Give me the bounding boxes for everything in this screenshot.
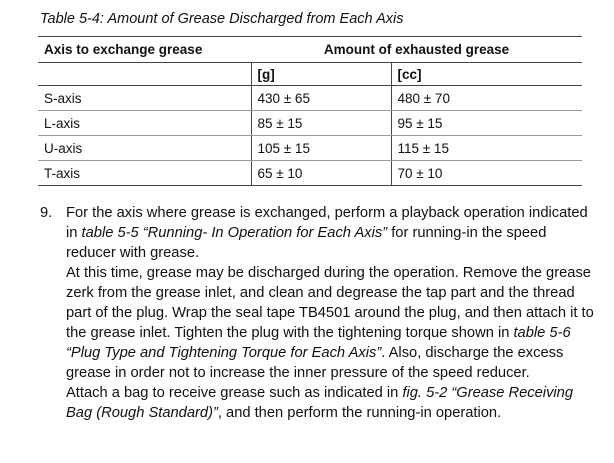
header-unit-cc: [cc] xyxy=(391,63,582,86)
cc-cell: 115 ± 15 xyxy=(391,136,582,161)
step-number: 9. xyxy=(40,205,53,221)
grams-cell: 105 ± 15 xyxy=(251,136,391,161)
grams-cell: 85 ± 15 xyxy=(251,111,391,136)
cc-cell: 480 ± 70 xyxy=(391,86,582,111)
step-text-part: . Also, discharge the excess grease in order not to increase the inner pressure of the speed reducer. xyxy=(66,345,564,381)
figure-reference-link[interactable]: fig. 5-2 “Grease Receiving Bag (Rough Standard)” xyxy=(66,385,574,421)
step-text-part: for running-in the speed reducer with grease. xyxy=(66,225,547,261)
axis-cell: S-axis xyxy=(38,86,251,111)
step-text-part: Attach a bag to receive grease such as indicated in xyxy=(66,385,399,401)
header-axis: Axis to exchange grease xyxy=(38,37,251,63)
table-caption: Table 5-4: Amount of Grease Discharged from Each Axis xyxy=(40,11,404,27)
axis-cell: T-axis xyxy=(38,161,251,186)
header-amount: Amount of exhausted grease xyxy=(251,37,582,63)
cc-cell: 70 ± 10 xyxy=(391,161,582,186)
axis-cell: U-axis xyxy=(38,136,251,161)
grease-table xyxy=(38,36,582,186)
cc-cell: 95 ± 15 xyxy=(391,111,582,136)
table-row xyxy=(38,86,582,111)
table-reference-link[interactable]: table 5-6 “Plug Type and Tightening Torque for Each Axis” xyxy=(66,325,571,361)
grams-cell: 65 ± 10 xyxy=(251,161,391,186)
table-row xyxy=(38,136,582,161)
table-reference-link[interactable]: table 5-5 “Running- In Operation for Each Axis” xyxy=(81,225,388,241)
table-unit-row xyxy=(38,63,582,86)
axis-cell: L-axis xyxy=(38,111,251,136)
table-row xyxy=(38,161,582,186)
step-text-part: , and then perform the running-in operation. xyxy=(217,405,502,421)
table-row xyxy=(38,111,582,136)
step-text-part: For the axis where grease is exchanged, perform a playback operation indicated in xyxy=(66,205,588,241)
grams-cell: 430 ± 65 xyxy=(251,86,391,111)
table-header-row xyxy=(38,37,582,63)
step-text-part: At this time, grease may be discharged during the operation. Remove the grease zerk from the grease inlet, and clean and degrease the tap part and the thread part of the plug. Wrap the seal tape TB4501 around the plug, and then attach it to the grease inlet. Tighten the plug with the tightening torque shown in xyxy=(66,265,594,341)
step-text xyxy=(66,203,596,423)
unit-spacer xyxy=(38,63,251,86)
header-unit-g: [g] xyxy=(251,63,391,86)
